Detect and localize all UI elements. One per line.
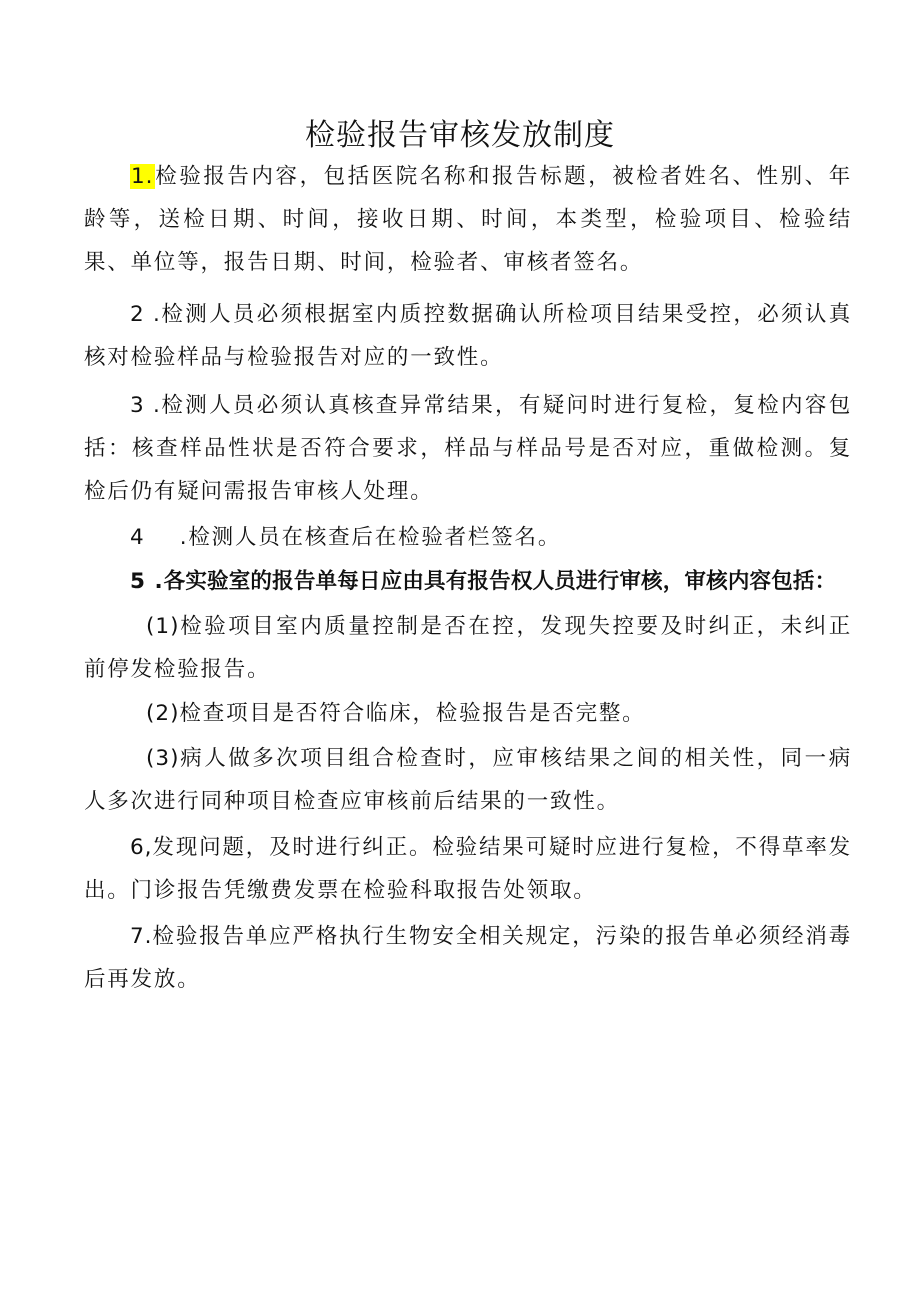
- clause-text: 检测人员必须认真核查异常结果，有疑问时进行复检，复检内容包括：核查样品性状是否符合要求，样品与样品号是否对应，重做检测。复检后仍有疑问需报告审核人处理。: [84, 393, 852, 504]
- clause-4: [84, 516, 852, 559]
- clause-5: [84, 560, 852, 603]
- clause-text: 病人做多次项目组合检查时，应审核结果之间的相关性，同一病人多次进行同种项目检查应审核前后结果的一致性。: [84, 746, 852, 814]
- sub-clause-3: [84, 737, 852, 823]
- clause-number: (3): [146, 746, 180, 771]
- clause-number: 2 .: [130, 302, 161, 327]
- clause-number: (1): [146, 614, 180, 639]
- clause-text: 检验报告内容，包括医院名称和报告标题，被检者姓名、性别、年龄等，送检日期、时间，接收日期、时间，本类型，检验项目、检验结果、单位等，报告日期、时间，检验者、审核者签名。: [84, 164, 852, 275]
- clause-7: [84, 915, 852, 1001]
- clause-number: 4: [130, 525, 180, 550]
- clause-text: .检测人员在核查后在检验者栏签名。: [179, 525, 562, 550]
- clause-6: [84, 826, 852, 912]
- clause-number: 3 .: [130, 393, 161, 418]
- sub-clause-1: [84, 605, 852, 691]
- clause-text: 发现问题，及时进行纠正。检验结果可疑时应进行复检，不得草率发出。门诊报告凭缴费发票在检验科取报告处领取。: [84, 835, 852, 903]
- clause-number-highlighted: 1.: [131, 164, 154, 189]
- clause-text: 检验项目室内质量控制是否在控，发现失控要及时纠正，未纠正前停发检验报告。: [84, 614, 852, 682]
- clause-number: (2): [146, 701, 180, 726]
- sub-clause-2: [84, 692, 852, 735]
- clause-text: 各实验室的报告单每日应由具有报告权人员进行审核，审核内容包括：: [163, 569, 837, 594]
- clause-number: 6,: [130, 835, 153, 860]
- clause-3: [84, 384, 852, 513]
- document-title: 检验报告审核发放制度: [305, 118, 615, 153]
- clause-text: 检测人员必须根据室内质控数据确认所检项目结果受控，必须认真核对检验样品与检验报告对应的一致性。: [84, 302, 852, 370]
- clause-number: 5 .: [130, 569, 164, 594]
- clause-text: 检查项目是否符合临床，检验报告是否完整。: [179, 701, 646, 726]
- clause-1: [84, 155, 852, 284]
- clause-2: [84, 293, 852, 379]
- clause-number: 7.: [130, 924, 153, 949]
- clause-text: 检验报告单应严格执行生物安全相关规定，污染的报告单必须经消毒后再发放。: [84, 924, 852, 992]
